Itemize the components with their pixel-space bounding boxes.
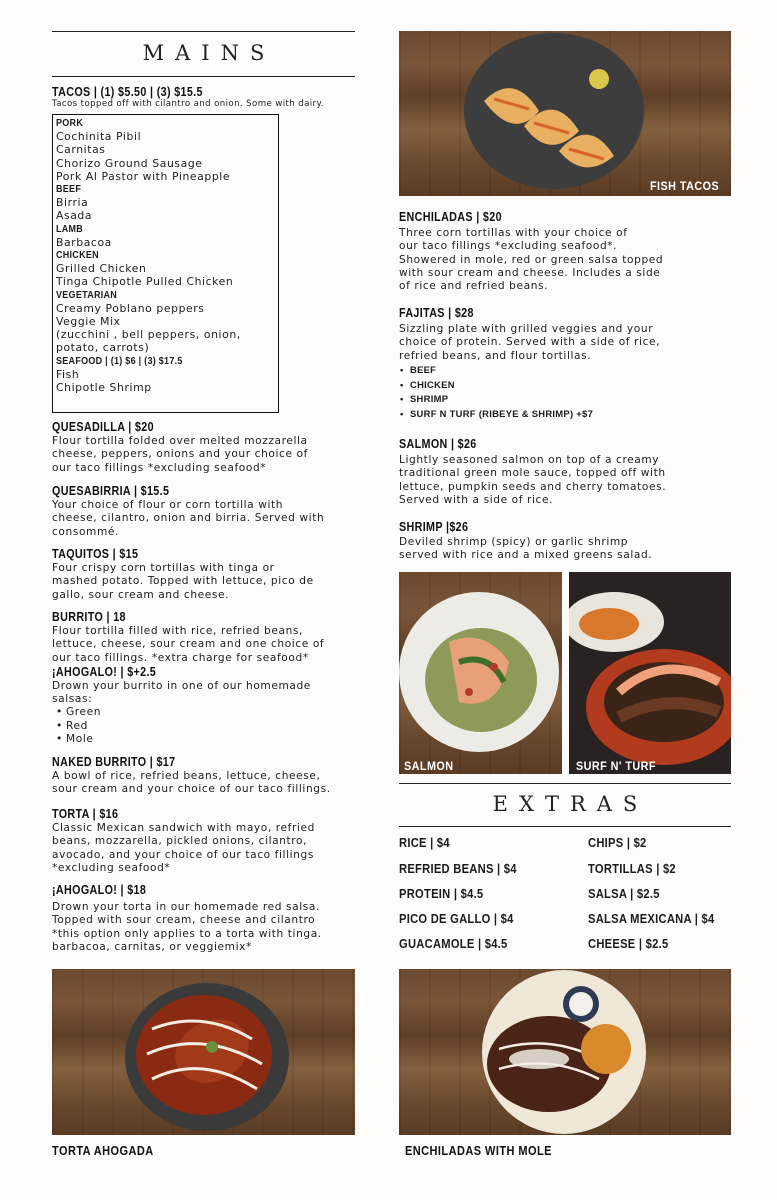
extra-item: SALSA | $2.5 (588, 886, 660, 901)
filling-item: Veggie Mix (56, 315, 121, 329)
desc-line: gallo, sour cream and cheese. (52, 588, 230, 601)
desc-line: Drown your burrito in one of our homemade (52, 679, 311, 692)
salmon-caption: SALMON (404, 759, 454, 773)
desc-line: cheese, cilantro, onion and birria. Served with (52, 512, 325, 525)
filling-item: Cochinita Pibil (56, 130, 142, 144)
filling-category: BEEF (56, 184, 82, 196)
salmon-desc (399, 454, 739, 507)
list-item: • Mole (56, 733, 372, 746)
tacos-note: Tacos topped off with cilantro and onion. Some with dairy. (52, 99, 324, 109)
quesadilla-desc (52, 435, 362, 475)
enchiladas-section (399, 210, 739, 293)
filling-item: Chipotle Shrimp (56, 381, 152, 395)
filling-category: CHICKEN (56, 250, 99, 262)
torta-section (52, 807, 372, 875)
fajita-options (400, 363, 739, 422)
desc-line: Drown your torta in our homemade red salsa. (52, 901, 320, 913)
burrito-section (52, 610, 372, 746)
salmon-heading: SALMON | $26 (399, 437, 477, 451)
naked-burrito-heading: NAKED BURRITO | $17 (52, 755, 176, 769)
extras-top-rule (399, 783, 731, 784)
desc-line: A bowl of rice, refried beans, lettuce, cheese, (52, 770, 321, 782)
shrimp-heading: SHRIMP |$26 (399, 520, 469, 534)
fajitas-section (399, 306, 739, 422)
enchiladas-plate-illustration (399, 969, 731, 1135)
torta-ahogada-photo (52, 969, 355, 1135)
torta-ahogalo-heading: ¡AHOGALO! | $18 (52, 883, 147, 897)
filling-item: Birria (56, 196, 89, 210)
fish-tacos-illustration (399, 31, 731, 196)
desc-line: choice of protein. Served with a side of rice, (399, 336, 661, 349)
filling-item: Asada (56, 209, 93, 223)
filling-item: Carnitas (56, 143, 106, 157)
filling-category: LAMB (56, 223, 84, 235)
list-item: • SHRIMP (400, 392, 739, 407)
list-item: • SURF N TURF (RIBEYE & SHRIMP) +$7 (400, 407, 739, 422)
taquitos-desc (52, 562, 362, 602)
enchiladas-desc (399, 227, 739, 293)
taquitos-heading: TAQUITOS | $15 (52, 547, 139, 561)
surf-turf-caption: SURF N' TURF (576, 759, 656, 773)
extra-item: SALSA MEXICANA | $4 (588, 911, 715, 926)
desc-line: Classic Mexican sandwich with mayo, refried (52, 822, 315, 834)
desc-line: Topped with sour cream, cheese and cilantro (52, 914, 316, 927)
torta-plate-illustration (52, 969, 355, 1135)
list-item: • CHICKEN (400, 378, 739, 393)
burrito-desc (52, 625, 372, 665)
quesadilla-section (52, 420, 362, 475)
fish-tacos-photo (399, 31, 731, 196)
desc-line: our taco fillings *excluding seafood* (52, 461, 267, 474)
torta-heading: TORTA | $16 (52, 807, 119, 821)
extra-item: RICE | $4 (399, 835, 450, 850)
taquitos-section (52, 547, 362, 602)
filling-item: Grilled Chicken (56, 262, 147, 276)
tacos-heading: TACOS | (1) $5.50 | (3) $15.5 (52, 85, 203, 99)
enchiladas-heading: ENCHILADAS | $20 (399, 210, 502, 224)
extra-item: PICO DE GALLO | $4 (399, 911, 514, 926)
fajitas-desc (399, 323, 739, 363)
salsa-list (56, 706, 372, 746)
filling-item: Barbacoa (56, 235, 112, 249)
burrito-ahogalo-heading: ¡AHOGALO! | $+2.5 (52, 664, 157, 679)
extras-title: EXTRAS (492, 792, 649, 816)
desc-line: Lightly seasoned salmon on top of a creamy (399, 454, 660, 466)
list-item: • Green (56, 706, 372, 719)
torta-ahogada-caption: TORTA AHOGADA (52, 1144, 154, 1158)
surf-turf-illustration (569, 572, 731, 774)
filling-category: PORK (56, 118, 84, 129)
extra-item: CHEESE | $2.5 (588, 936, 669, 951)
desc-line: *excluding seafood* (52, 861, 171, 874)
filling-category: SEAFOOD | (1) $6 | (3) $17.5 (56, 355, 183, 367)
desc-line: cheese, peppers, onions and your choice of (52, 448, 308, 461)
desc-line: lettuce, pumpkin seeds and cherry tomatoes. (399, 480, 667, 493)
filling-item: potato, carrots) (56, 341, 150, 355)
quesabirria-heading: QUESABIRRIA | $15.5 (52, 484, 170, 498)
salmon-plate-illustration (399, 572, 562, 774)
mains-top-rule (52, 31, 355, 32)
list-item: • Red (56, 720, 372, 733)
filling-item: Tinga Chipotle Pulled Chicken (56, 275, 234, 289)
naked-burrito-desc (52, 770, 372, 797)
torta-desc (52, 822, 372, 875)
desc-line: traditional green mole sauce, topped off with (399, 467, 666, 480)
desc-line: consommé. (52, 525, 119, 538)
desc-line: beans, mozzarella, pickled onions, cilantro, (52, 835, 308, 848)
extra-item: PROTEIN | $4.5 (399, 886, 484, 901)
torta-ahogalo-section (52, 883, 372, 954)
desc-line: Three corn tortillas with your choice of (399, 227, 628, 239)
naked-burrito-section (52, 755, 372, 797)
extras-bottom-rule (399, 826, 731, 827)
fish-tacos-caption: FISH TACOS (650, 179, 720, 193)
desc-line: Your choice of flour or corn tortilla with (52, 499, 284, 511)
quesabirria-desc (52, 499, 362, 539)
desc-line: mashed potato. Topped with lettuce, pico de (52, 575, 314, 588)
mains-title: MAINS (142, 41, 276, 65)
desc-line: lettuce, cheese, sour cream and one choice of (52, 638, 325, 651)
quesadilla-heading: QUESADILLA | $20 (52, 420, 154, 434)
desc-line: Flour tortilla filled with rice, refried beans, (52, 625, 303, 637)
filling-item: (zucchini , bell peppers, onion, (56, 328, 241, 342)
salmon-photo (399, 572, 562, 774)
surf-turf-photo (569, 572, 731, 774)
list-item: • BEEF (400, 363, 739, 378)
desc-line: Sizzling plate with grilled veggies and your (399, 323, 654, 335)
burrito-heading: BURRITO | 18 (52, 610, 126, 624)
filling-item: Fish (56, 367, 80, 381)
extra-item: GUACAMOLE | $4.5 (399, 936, 508, 951)
desc-line: sour cream and your choice of our taco fillings. (52, 783, 331, 796)
extra-item: REFRIED BEANS | $4 (399, 861, 517, 876)
desc-line: refried beans, and flour tortillas. (399, 349, 592, 362)
shrimp-section (399, 520, 739, 563)
desc-line: *this option only applies to a torta with tinga. (52, 927, 322, 940)
desc-line: Deviled shrimp (spicy) or garlic shrimp (399, 536, 629, 548)
desc-line: salsas: (52, 693, 93, 706)
desc-line: Flour tortilla folded over melted mozzarella (52, 435, 308, 447)
salmon-section (399, 437, 739, 507)
desc-line: Four crispy corn tortillas with tinga or (52, 562, 275, 574)
filling-item: Pork Al Pastor with Pineapple (56, 169, 231, 183)
filling-item: Creamy Poblano peppers (56, 301, 205, 315)
enchiladas-mole-photo (399, 969, 731, 1135)
filling-category: VEGETARIAN (56, 289, 118, 301)
desc-line: of rice and refried beans. (399, 280, 549, 293)
filling-item: Chorizo Ground Sausage (56, 156, 203, 170)
burrito-ahogalo-desc (52, 680, 372, 707)
desc-line: Served with a side of rice. (399, 493, 554, 506)
fajitas-heading: FAJITAS | $28 (399, 306, 474, 320)
mains-bottom-rule (52, 76, 355, 77)
quesabirria-section (52, 484, 362, 539)
desc-line: with sour cream and cheese. Includes a side (399, 266, 661, 279)
extra-item: TORTILLAS | $2 (588, 861, 676, 876)
enchiladas-mole-caption: ENCHILADAS WITH MOLE (405, 1144, 552, 1158)
desc-line: avocado, and your choice of our taco fillings (52, 848, 314, 861)
extra-item: CHIPS | $2 (588, 835, 647, 850)
shrimp-desc (399, 536, 739, 563)
desc-line: our taco fillings. *extra charge for seafood* (52, 651, 309, 664)
torta-ahogalo-desc (52, 901, 372, 954)
desc-line: our taco fillings *excluding seafood*. (399, 240, 618, 253)
desc-line: barbacoa, carnitas, or veggiemix* (52, 940, 252, 953)
desc-line: served with rice and a mixed greens salad. (399, 549, 653, 562)
taco-fillings-box (52, 114, 279, 413)
desc-line: Showered in mole, red or green salsa topped (399, 253, 664, 266)
